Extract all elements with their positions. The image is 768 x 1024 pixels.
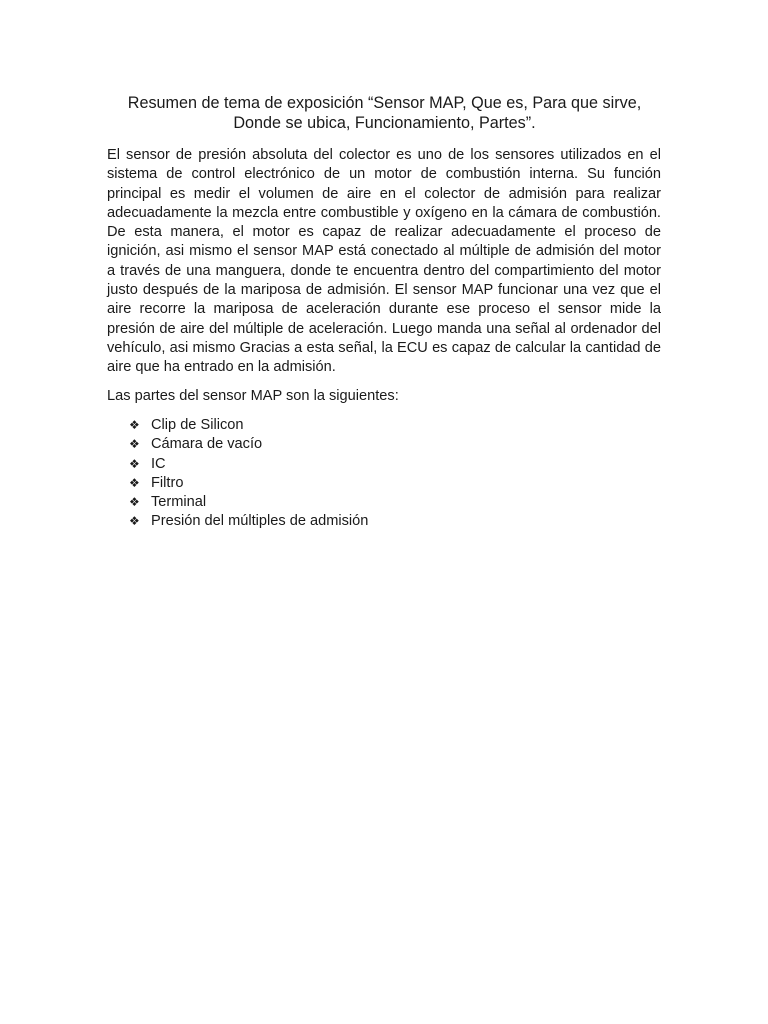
parts-list: [129, 416, 368, 532]
diamond-bullet-icon: ❖: [129, 495, 140, 510]
list-item-label: Presión del múltiples de admisión: [151, 513, 369, 530]
list-item-label: Terminal: [151, 494, 207, 511]
diamond-bullet-icon: ❖: [129, 456, 140, 471]
list-item-label: Clip de Silicon: [151, 417, 244, 433]
diamond-bullet-icon: ❖: [129, 437, 140, 452]
list-item-label: IC: [151, 455, 166, 472]
document-title: Resumen de tema de exposición “Sensor MAP, Que es, Para que sirve, Donde se ubica, Funcionamiento, Partes”.: [127, 94, 642, 132]
list-item: [129, 512, 368, 531]
diamond-bullet-icon: ❖: [129, 475, 140, 490]
list-item: [129, 474, 368, 493]
list-item: [129, 435, 368, 454]
list-item-label: Filtro: [151, 474, 184, 491]
list-item: [129, 493, 368, 512]
diamond-bullet-icon: ❖: [129, 418, 140, 432]
diamond-bullet-icon: ❖: [129, 514, 140, 529]
parts-intro: Las partes del sensor MAP son la siguientes:: [107, 388, 399, 404]
body-paragraph: El sensor de presión absoluta del colector es uno de los sensores utilizados en el sistema de control electrónico de un motor de combustión interna. Su función principal es medir el volumen de aire en el colector de admisión para realizar adecuadamente la mezcla entre combustible y oxígeno en la cámara de combustión. De esta manera, el motor es capaz de realizar adecuadamente el proceso de ignición, asi mismo el sensor MAP está conectado al múltiple de admisión del motor a través de una manguera, donde te encuentra dentro del compartimiento del motor justo después de la mariposa de admisión. El sensor MAP funcionar una vez que el aire recorre la mariposa de aceleración durante ese proceso el sensor mide la presión de aire del múltiple de aceleración. Luego manda una señal al ordenador del vehículo, asi mismo Gracias a esta señal, la ECU es capaz de calcular la cantidad de aire que ha entrado en la admisión.: [107, 147, 661, 376]
list-item: [129, 416, 368, 435]
list-item-label: Cámara de vacío: [151, 436, 263, 453]
list-item: [129, 455, 368, 474]
